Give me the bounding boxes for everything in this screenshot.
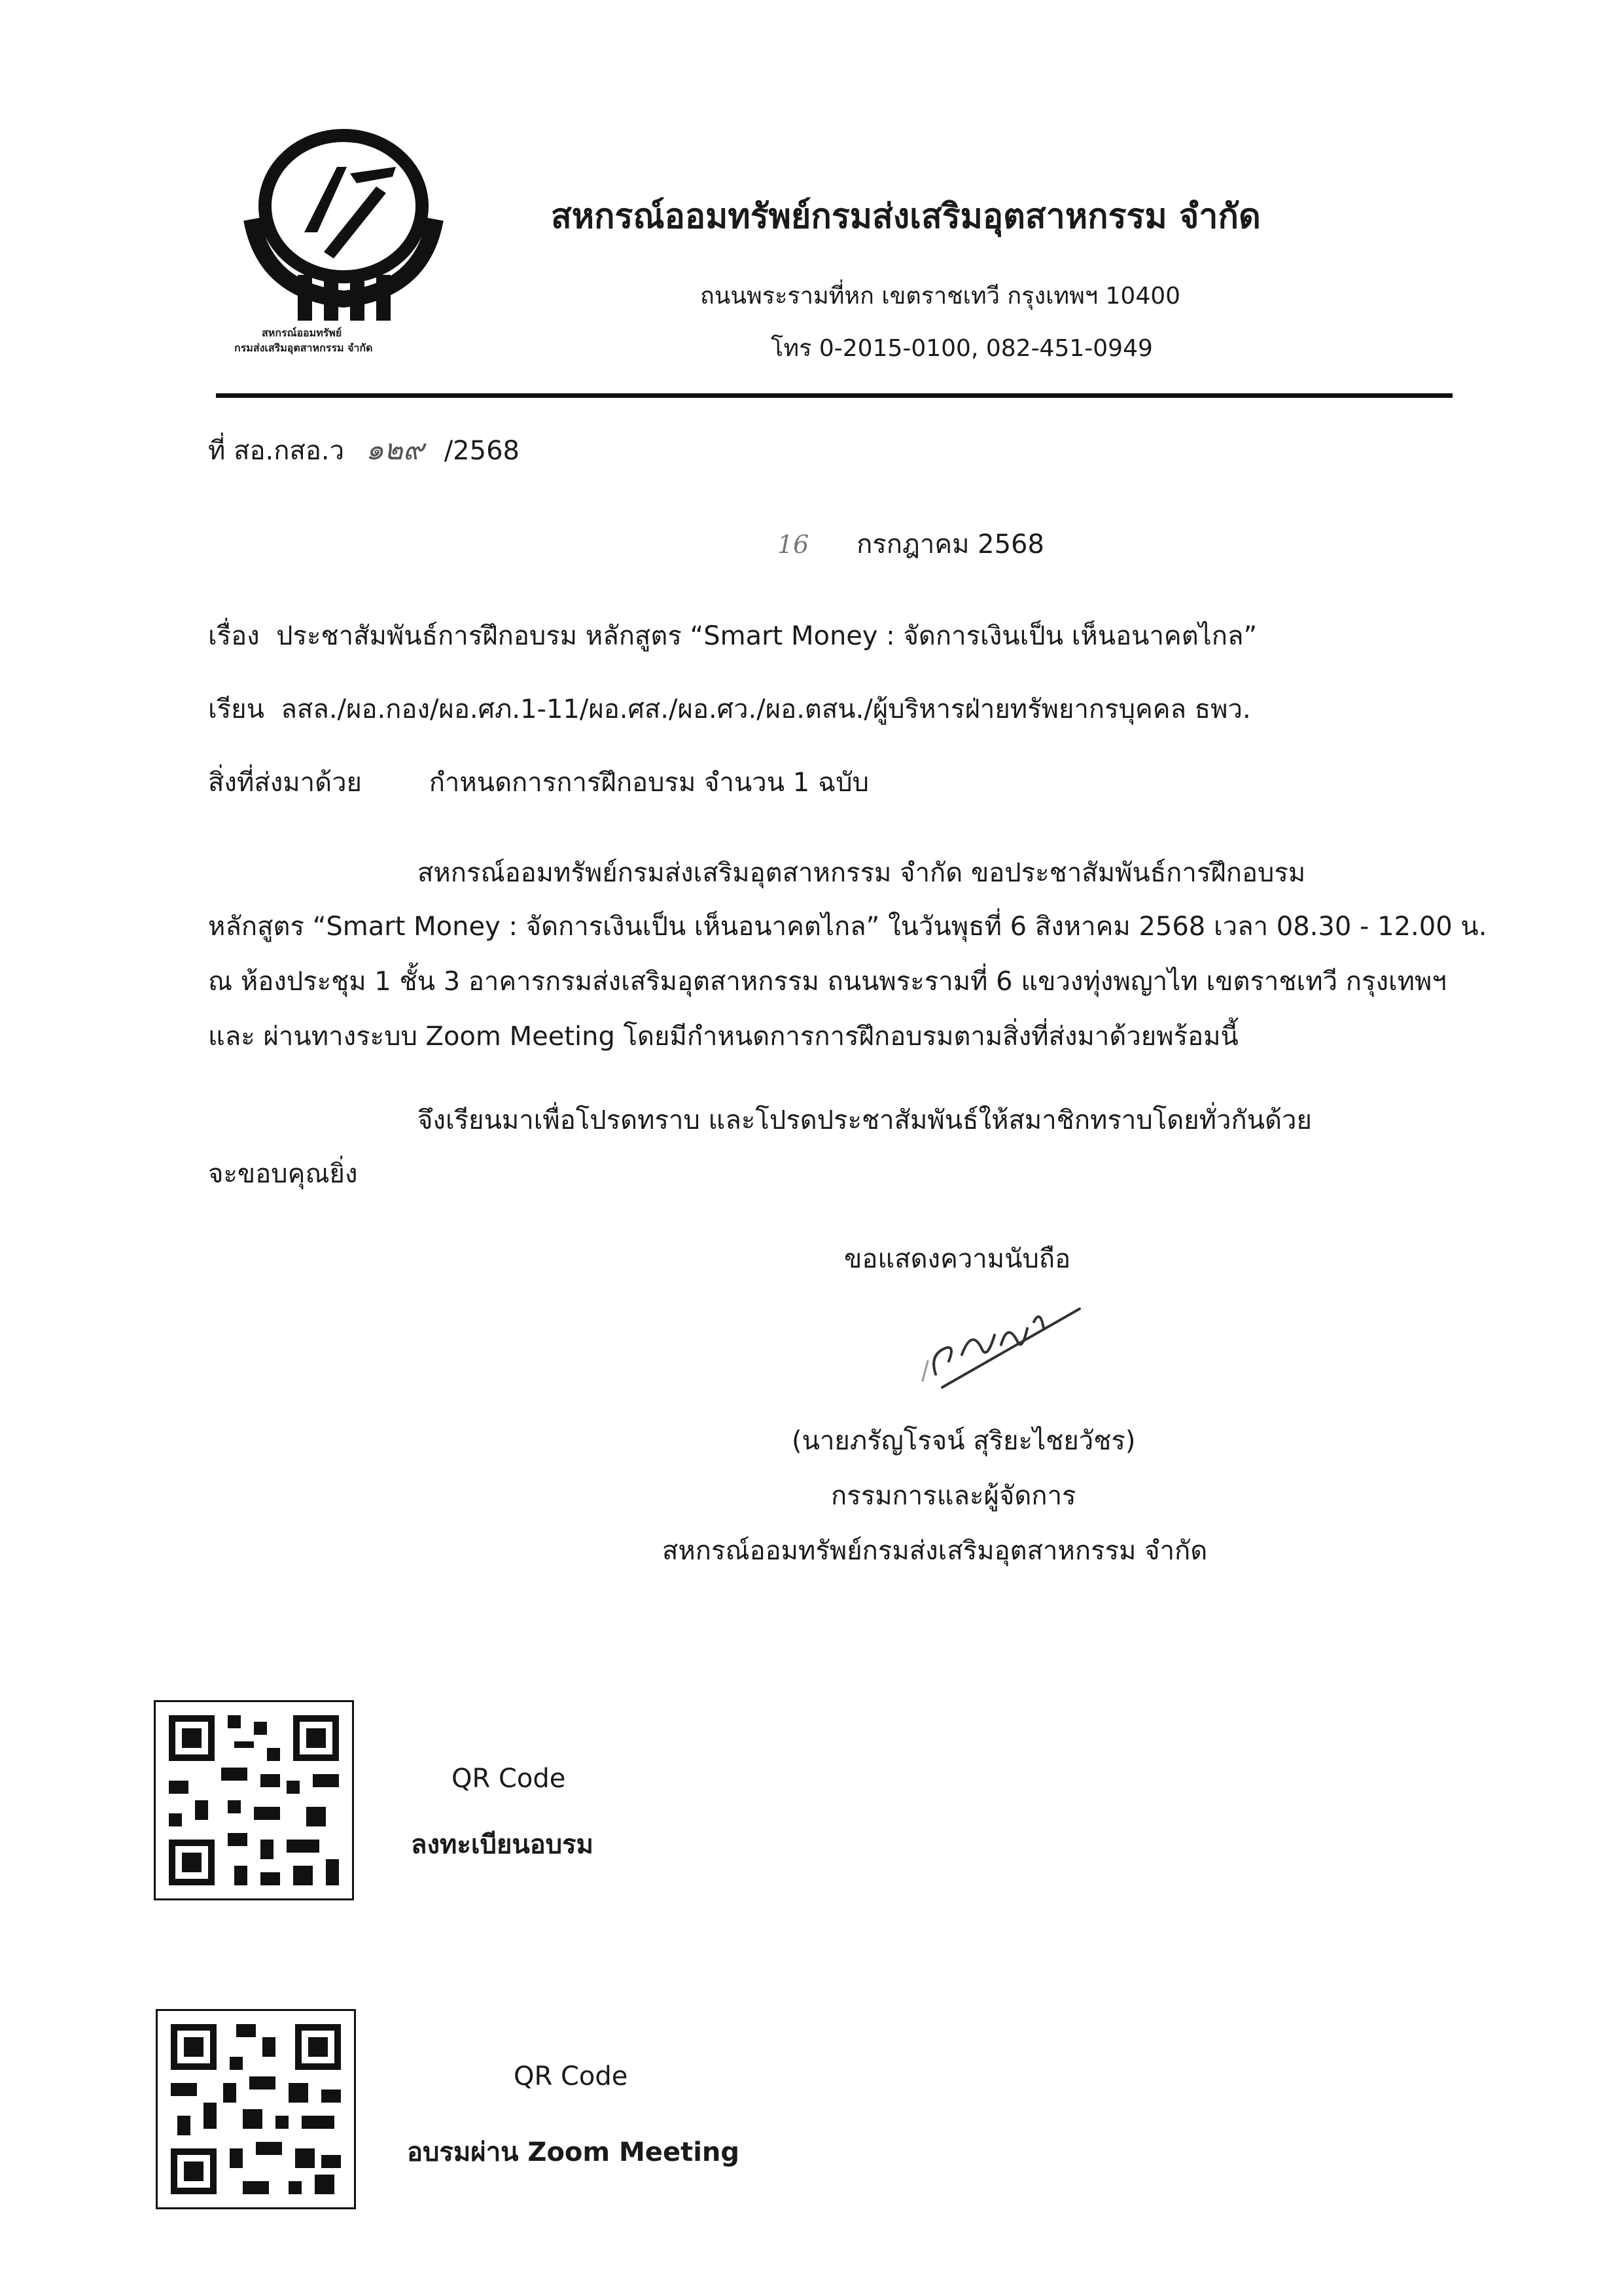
qr-code-registration[interactable] [154, 1700, 354, 1900]
signature [909, 1283, 1106, 1394]
signature-scribble-icon [909, 1283, 1106, 1394]
logo-caption-line2: กรมส่งเสริมอุตสาหกรรม จำกัด [234, 342, 373, 354]
org-logo-emblem-icon [226, 128, 461, 357]
org-name-title: สหกรณ์ออมทรัพย์กรมส่งเสริมอุตสาหกรรม จำกัด [551, 197, 1261, 236]
qr-zoom-label-2: อบรมผ่าน Zoom Meeting [407, 2137, 740, 2167]
subject-label: เรื่อง [208, 621, 260, 651]
reference-line [208, 433, 520, 468]
reference-suffix: /2568 [444, 436, 520, 466]
header-divider [216, 393, 1453, 398]
recipient-label: เรียน [208, 694, 264, 724]
date-month-year: กรกฎาคม 2568 [856, 529, 1044, 560]
qr-code-icon [158, 2011, 354, 2207]
recipient-text: ลสล./ผอ.กอง/ผอ.ศภ.1-11/ผอ.ศส./ผอ.ศว./ผอ.ตสน./ผู้บริหารฝ่ายทรัพยากรบุคคล ธพว. [281, 694, 1251, 724]
signer-organization: สหกรณ์ออมทรัพย์กรมส่งเสริมอุตสาหกรรม จำกัด [662, 1536, 1208, 1566]
subject-line [208, 620, 1257, 652]
org-logo [226, 128, 461, 357]
body-line-1: สหกรณ์ออมทรัพย์กรมส่งเสริมอุตสาหกรรม จำกัด ขอประชาสัมพันธ์การฝึกอบรม [417, 858, 1306, 888]
body-line-3: ณ ห้องประชุม 1 ชั้น 3 อาคารกรมส่งเสริมอุตสาหกรรม ถนนพระรามที่ 6 แขวงทุ่งพญาไท เขตราชเทวี กรุงเทพฯ [208, 967, 1447, 997]
closing-line-1: จึงเรียนมาเพื่อโปรดทราบ และโปรดประชาสัมพันธ์ให้สมาชิกทราบโดยทั่วกันด้วย [417, 1105, 1312, 1135]
enclosure-line [208, 767, 869, 798]
reference-number-handwritten: ๑๒๙ [365, 433, 424, 467]
signer-title: กรรมการและผู้จัดการ [831, 1481, 1076, 1511]
date-day-handwritten: 16 [777, 530, 809, 559]
qr-registration-label-1: QR Code [451, 1764, 566, 1794]
subject-text: ประชาสัมพันธ์การฝึกอบรม หลักสูตร “Smart Money : จัดการเงินเป็น เห็นอนาคตไกล” [276, 621, 1258, 651]
org-phone: โทร 0-2015-0100, 082-451-0949 [771, 335, 1153, 362]
enclosure-text: กำหนดการการฝึกอบรม จำนวน 1 ฉบับ [429, 768, 869, 798]
qr-code-zoom[interactable] [156, 2009, 356, 2209]
letter-date [777, 529, 1044, 560]
closing-line-2: จะขอบคุณยิ่ง [208, 1159, 358, 1189]
qr-registration-label-2: ลงทะเบียนอบรม [411, 1830, 594, 1860]
body-line-2: หลักสูตร “Smart Money : จัดการเงินเป็น เห็นอนาคตไกล” ในวันพุธที่ 6 สิงหาคม 2568 เวลา 08.30 - 12.00 น. [208, 912, 1487, 942]
qr-zoom-label-1: QR Code [514, 2061, 628, 2091]
signer-name: (นายภรัญโรจน์ สุริยะไชยวัชร) [792, 1426, 1136, 1456]
recipient-line [208, 694, 1251, 725]
logo-caption-line1: สหกรณ์ออมทรัพย์ [262, 327, 342, 339]
org-address: ถนนพระรามที่หก เขตราชเทวี กรุงเทพฯ 10400 [700, 283, 1181, 310]
reference-prefix: ที่ สอ.กสอ.ว [208, 436, 345, 466]
regards: ขอแสดงความนับถือ [844, 1244, 1071, 1274]
enclosure-label: สิ่งที่ส่งมาด้วย [208, 768, 362, 798]
body-line-4: และ ผ่านทางระบบ Zoom Meeting โดยมีกำหนดการการฝึกอบรมตามสิ่งที่ส่งมาด้วยพร้อมนี้ [208, 1022, 1239, 1052]
qr-code-icon [156, 1702, 352, 1898]
